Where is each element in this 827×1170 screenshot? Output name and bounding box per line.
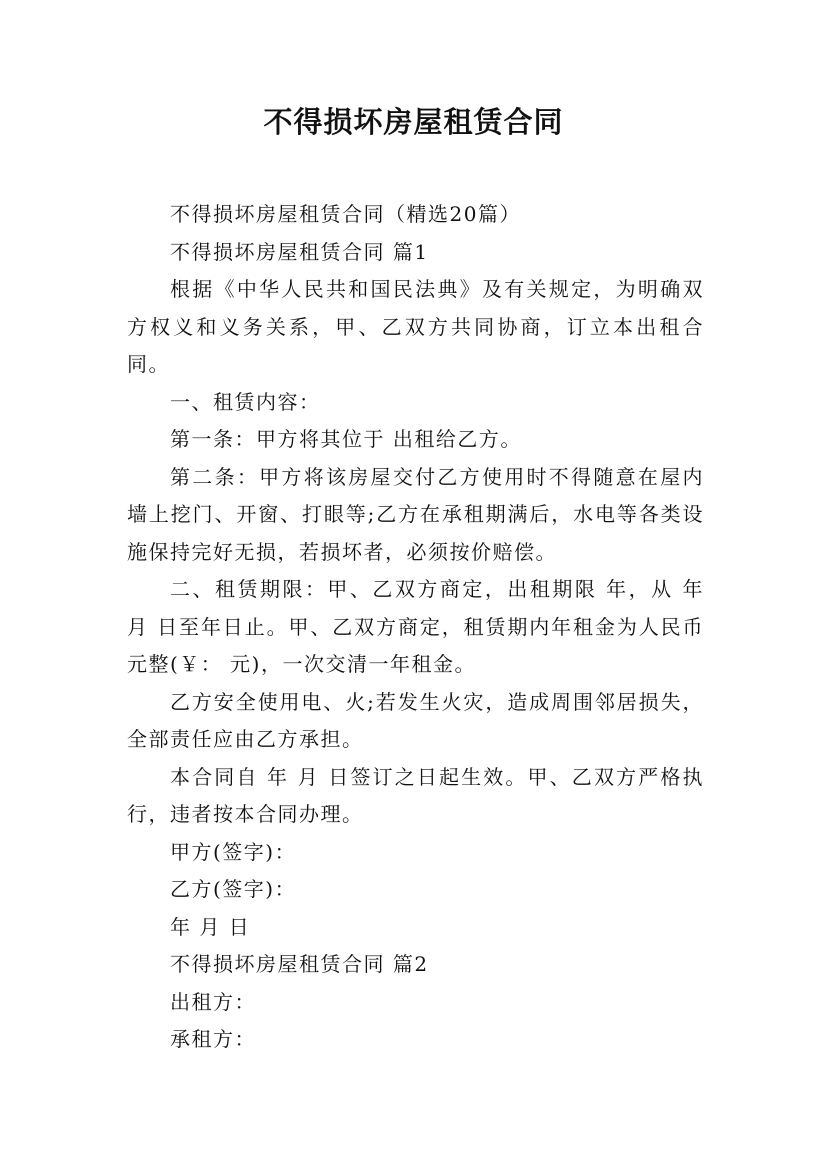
date-line: 年 月 日 — [170, 914, 251, 939]
article-1-paragraph: 第一条：甲方将其位于 出租给乙方。 — [170, 427, 522, 451]
document-title: 不得损坏房屋租赁合同 — [263, 105, 564, 139]
safety-paragraph: 乙方安全使用电、火;若发生火灾，造成周围邻居损失，全部责任应由乙方承担。 — [127, 689, 704, 751]
article-2-paragraph: 第二条：甲方将该房屋交付乙方使用时不得随意在屋内墙上挖门、开窗、打眼等;乙方在承租期满后，水电等各类设施保持完好无损，若损坏者，必须按价赔偿。 — [127, 464, 704, 564]
lessor-line: 出租方： — [170, 989, 256, 1014]
clause-heading-lease-content: 一、租赁内容： — [170, 389, 321, 414]
lease-term-paragraph: 二、租赁期限：甲、乙双方商定，出租期限 年，从 年 月 日至年日止。甲、乙双方商定，租赁期内年租金为人民币 元整(￥： 元)，一次交清一年租金。 — [127, 577, 704, 676]
effective-date-paragraph: 本合同自 年 月 日签订之日起生效。甲、乙双方严格执行，违者按本合同办理。 — [127, 764, 704, 826]
lessee-line: 承租方： — [170, 1027, 256, 1051]
preamble-paragraph: 根据《中华人民共和国民法典》及有关规定，为明确双方权义和义务关系，甲、乙双方共同协商，订立本出租合同。 — [127, 277, 704, 376]
party-b-signature-line: 乙方(签字)： — [170, 877, 297, 901]
document-body — [127, 196, 704, 1059]
party-a-signature-line: 甲方(签字)： — [170, 839, 297, 864]
section-heading-part-2: 不得损坏房屋租赁合同 篇2 — [170, 952, 429, 976]
subtitle-paragraph: 不得损坏房屋租赁合同（精选20篇） — [170, 202, 521, 226]
section-heading-part-1: 不得损坏房屋租赁合同 篇1 — [170, 239, 429, 264]
